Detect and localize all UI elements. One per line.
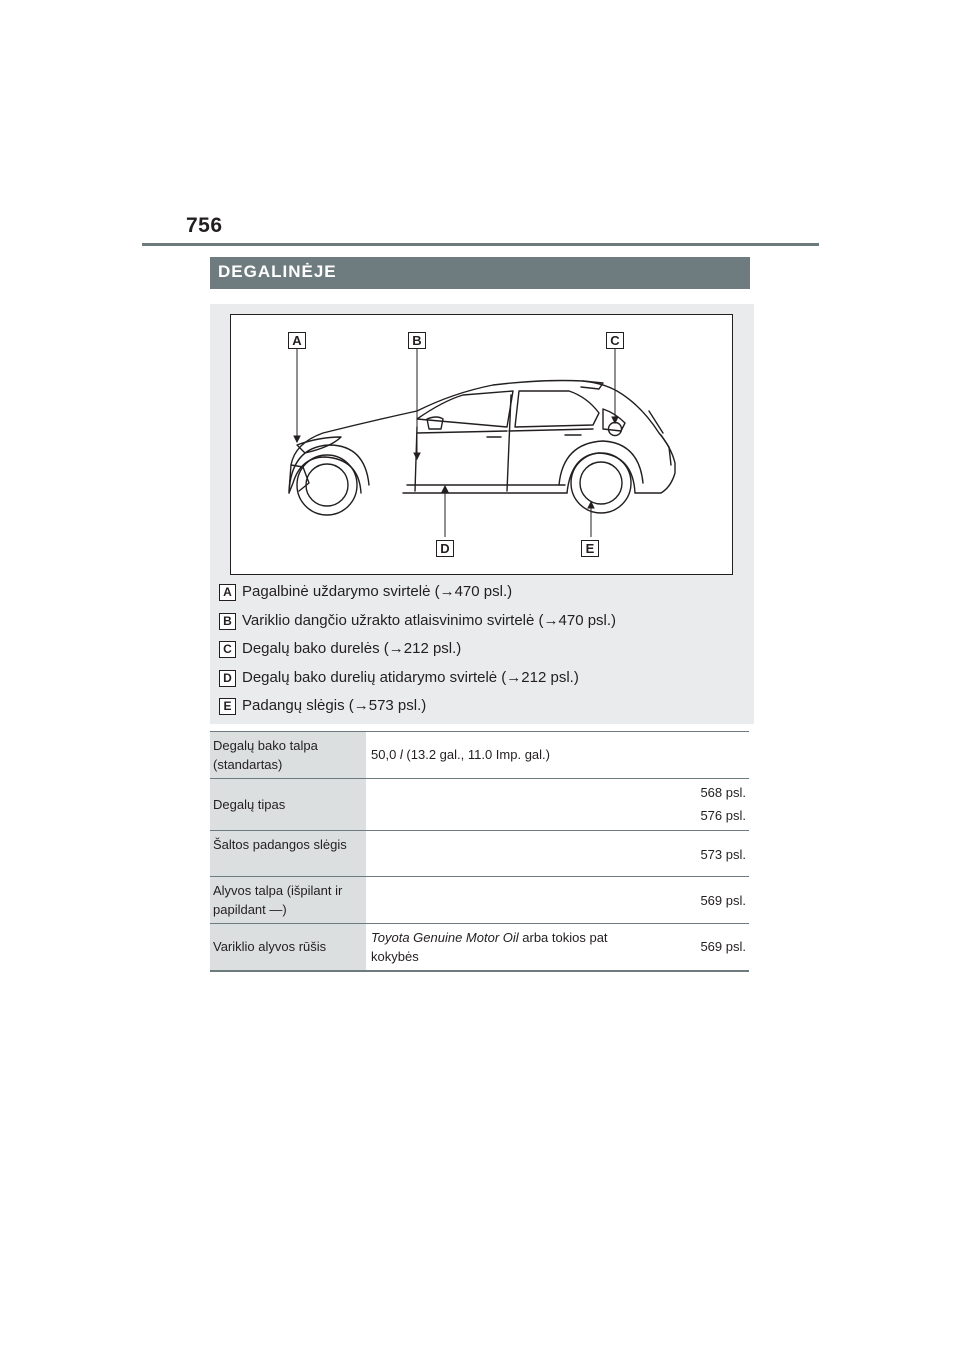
table-row [210,831,749,877]
legend-tag: C [219,641,236,658]
row-label: Degalų tipas [210,779,366,831]
legend-text: Variklio dangčio užrakto atlaisvinimo svirtelė (→470 psl.) [242,612,617,629]
legend-text: Degalų bako durelių atidarymo svirtelė (→212 psl.) [242,669,579,686]
value-number: 50,0 [371,747,400,762]
row-value [366,924,653,972]
row-label: Šaltos padangos slėgis [210,831,366,877]
row-refs [653,831,749,877]
legend-tag: E [219,698,236,715]
callout-c: C [606,332,624,349]
row-value [366,831,653,877]
row-value [366,732,749,779]
value-brand: Toyota Genuine Motor Oil [371,930,519,945]
legend-tag: D [219,670,236,687]
page-ref: 573 psl. [700,847,746,862]
page-ref: 569 psl. [700,893,746,908]
callout-a: A [288,332,306,349]
row-refs [653,779,749,831]
page-ref: 576 psl. [700,808,746,823]
legend-text: Pagalbinė uždarymo svirtelė (→470 psl.) [242,583,513,600]
spec-table [210,731,749,972]
table-row [210,779,749,831]
value-unit: l [399,747,403,762]
car-side-view-figure [230,314,733,575]
value-detail: arba tokios pat kokybės [371,930,608,964]
section-title: DEGALINĖJE [218,262,337,281]
page-ref: 569 psl. [700,939,746,954]
row-label: Variklio alyvos rūšis [210,924,366,972]
legend-tag: A [219,584,236,601]
row-refs [653,877,749,924]
table-row [210,877,749,924]
legend-tag: B [219,613,236,630]
callout-b: B [408,332,426,349]
row-label: Degalų bako talpa (standartas) [210,732,366,779]
page-number: 756 [186,214,223,237]
row-label: Alyvos talpa (išpilant ir papildant —) [210,877,366,924]
car-illustration [231,315,734,576]
row-value [366,779,653,831]
table-row [210,924,749,972]
row-refs [653,924,749,972]
legend-text: Padangų slėgis (→573 psl.) [242,697,427,714]
legend-text: Degalų bako durelės (→212 psl.) [242,640,462,657]
top-rule [142,243,819,246]
section-header [210,257,750,289]
row-value [366,877,653,924]
callout-d: D [436,540,454,557]
page-ref: 568 psl. [700,785,746,800]
callout-e: E [581,540,599,557]
value-detail: (13.2 gal., 11.0 Imp. gal.) [402,747,550,762]
table-row [210,732,749,779]
